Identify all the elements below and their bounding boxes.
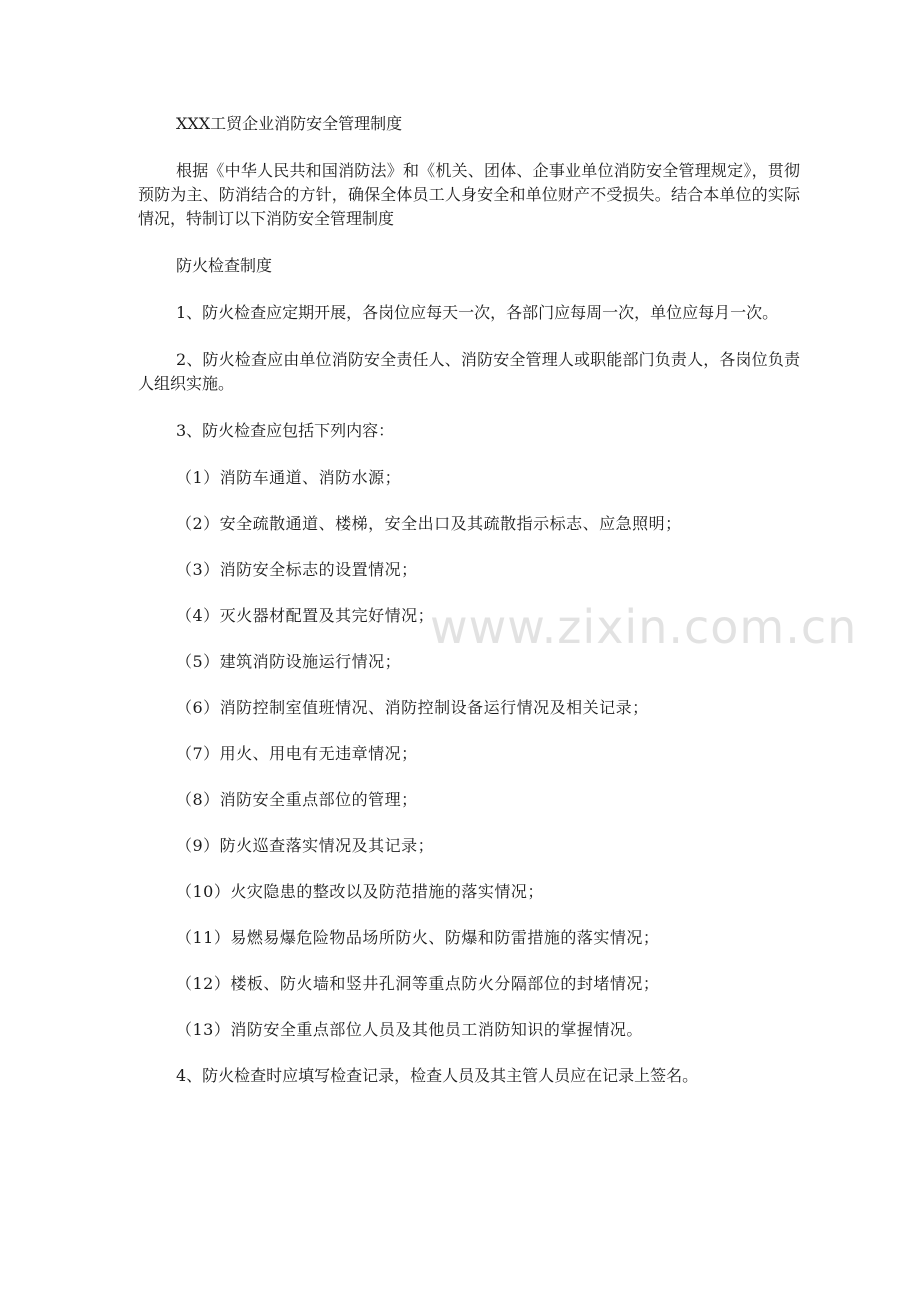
list-item: （1）消防车通道、消防水源； xyxy=(176,468,402,487)
list-item: （11）易燃易爆危险物品场所防火、防爆和防雷措施的落实情况； xyxy=(176,928,660,947)
closing-rule-paragraph: 4、防火检查时应填写检查记录，检查人员及其主管人员应在记录上签名。 xyxy=(176,1066,699,1085)
list-item: （8）消防安全重点部位的管理； xyxy=(176,790,418,809)
list-item: （6）消防控制室值班情况、消防控制设备运行情况及相关记录； xyxy=(176,698,649,717)
rule-paragraph: 1、防火检查应定期开展，各岗位应每天一次，各部门应每周一次，单位应每月一次。 xyxy=(176,303,779,322)
document-body xyxy=(138,112,800,1111)
list-item: （9）防火巡查落实情况及其记录； xyxy=(176,836,435,855)
watermark: www.zixin.com.cn xyxy=(430,600,858,654)
section-heading: 防火检查制度 xyxy=(176,256,273,275)
intro-paragraph: 根据《中华人民共和国消防法》和《机关、团体、企事业单位消防安全管理规定》，贯彻预防为主、防消结合的方针，确保全体员工人身安全和单位财产不受损失。结合本单位的实际情况，特制订以下消防安全管理制度 xyxy=(138,161,800,228)
list-item: （4）灭火器材配置及其完好情况； xyxy=(176,606,435,625)
list-item: （7）用火、用电有无违章情况； xyxy=(176,744,418,763)
list-item: （5）建筑消防设施运行情况； xyxy=(176,652,402,671)
rule-paragraph: 2、防火检查应由单位消防安全责任人、消防安全管理人或职能部门负责人，各岗位负责人组织实施。 xyxy=(138,350,800,393)
rule-paragraph: 3、防火检查应包括下列内容： xyxy=(176,421,395,440)
list-item: （2）安全疏散通道、楼梯，安全出口及其疏散指示标志、应急照明； xyxy=(176,514,682,533)
list-item: （10）火灾隐患的整改以及防范措施的落实情况； xyxy=(176,882,544,901)
list-item: （12）楼板、防火墙和竖井孔洞等重点防火分隔部位的封堵情况； xyxy=(176,974,660,993)
list-item: （13）消防安全重点部位人员及其他员工消防知识的掌握情况。 xyxy=(176,1020,643,1039)
document-title: XXX工贸企业消防安全管理制度 xyxy=(176,114,403,133)
list-item: （3）消防安全标志的设置情况； xyxy=(176,560,418,579)
